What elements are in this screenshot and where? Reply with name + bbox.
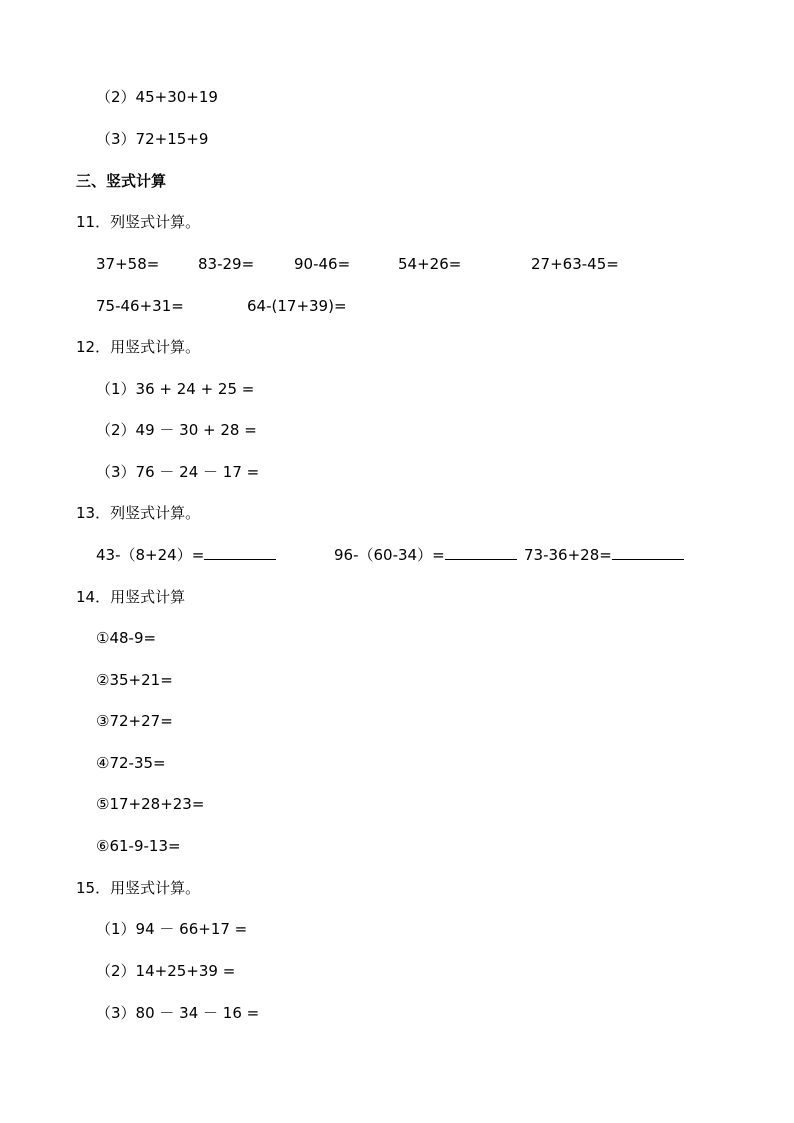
q11-expr-1: 37+58= xyxy=(96,255,160,273)
q14-item-3: ③72+27= xyxy=(96,712,173,730)
answer-blank[interactable] xyxy=(612,545,684,560)
q14-item-4: ④72-35= xyxy=(96,754,166,772)
q15-item-2: （2）14+25+39 = xyxy=(96,962,236,980)
q11-expr-6: 75-46+31= xyxy=(96,297,184,315)
q14-item-6: ⑥61-9-13= xyxy=(96,837,181,855)
q11-expr-4: 54+26= xyxy=(398,255,462,273)
section-heading: 三、竖式计算 xyxy=(76,172,167,190)
q11-title: 11．列竖式计算。 xyxy=(76,213,201,231)
q15-item-3: （3）80 － 34 － 16 = xyxy=(96,1004,260,1022)
prev-item-3: （3）72+15+9 xyxy=(96,130,209,148)
q15-title: 15．用竖式计算。 xyxy=(76,879,201,897)
q13-item-3 xyxy=(524,545,684,565)
q14-item-1: ①48-9= xyxy=(96,629,157,647)
q13-title: 13．列竖式计算。 xyxy=(76,504,201,522)
q13-expr-1: 43-（8+24）= xyxy=(96,546,205,564)
q13-item-2 xyxy=(334,545,517,565)
q12-item-3: （3）76 － 24 － 17 = xyxy=(96,463,260,481)
q13-item-1 xyxy=(96,545,276,565)
answer-blank[interactable] xyxy=(445,545,517,560)
q12-title: 12．用竖式计算。 xyxy=(76,338,201,356)
q12-item-2: （2）49 － 30 + 28 = xyxy=(96,421,257,439)
q11-expr-5: 27+63-45= xyxy=(531,255,619,273)
q11-expr-3: 90-46= xyxy=(294,255,351,273)
q11-expr-7: 64-(17+39)= xyxy=(247,297,347,315)
q13-expr-2: 96-（60-34）= xyxy=(334,546,445,564)
q12-item-1: （1）36 + 24 + 25 = xyxy=(96,380,255,398)
q15-item-1: （1）94 － 66+17 = xyxy=(96,920,248,938)
q14-item-5: ⑤17+28+23= xyxy=(96,795,205,813)
q11-expr-2: 83-29= xyxy=(198,255,255,273)
q14-item-2: ②35+21= xyxy=(96,671,173,689)
q14-title: 14．用竖式计算 xyxy=(76,588,186,606)
answer-blank[interactable] xyxy=(204,545,276,560)
q13-expr-3: 73-36+28= xyxy=(524,546,612,564)
prev-item-2: （2）45+30+19 xyxy=(96,88,218,106)
